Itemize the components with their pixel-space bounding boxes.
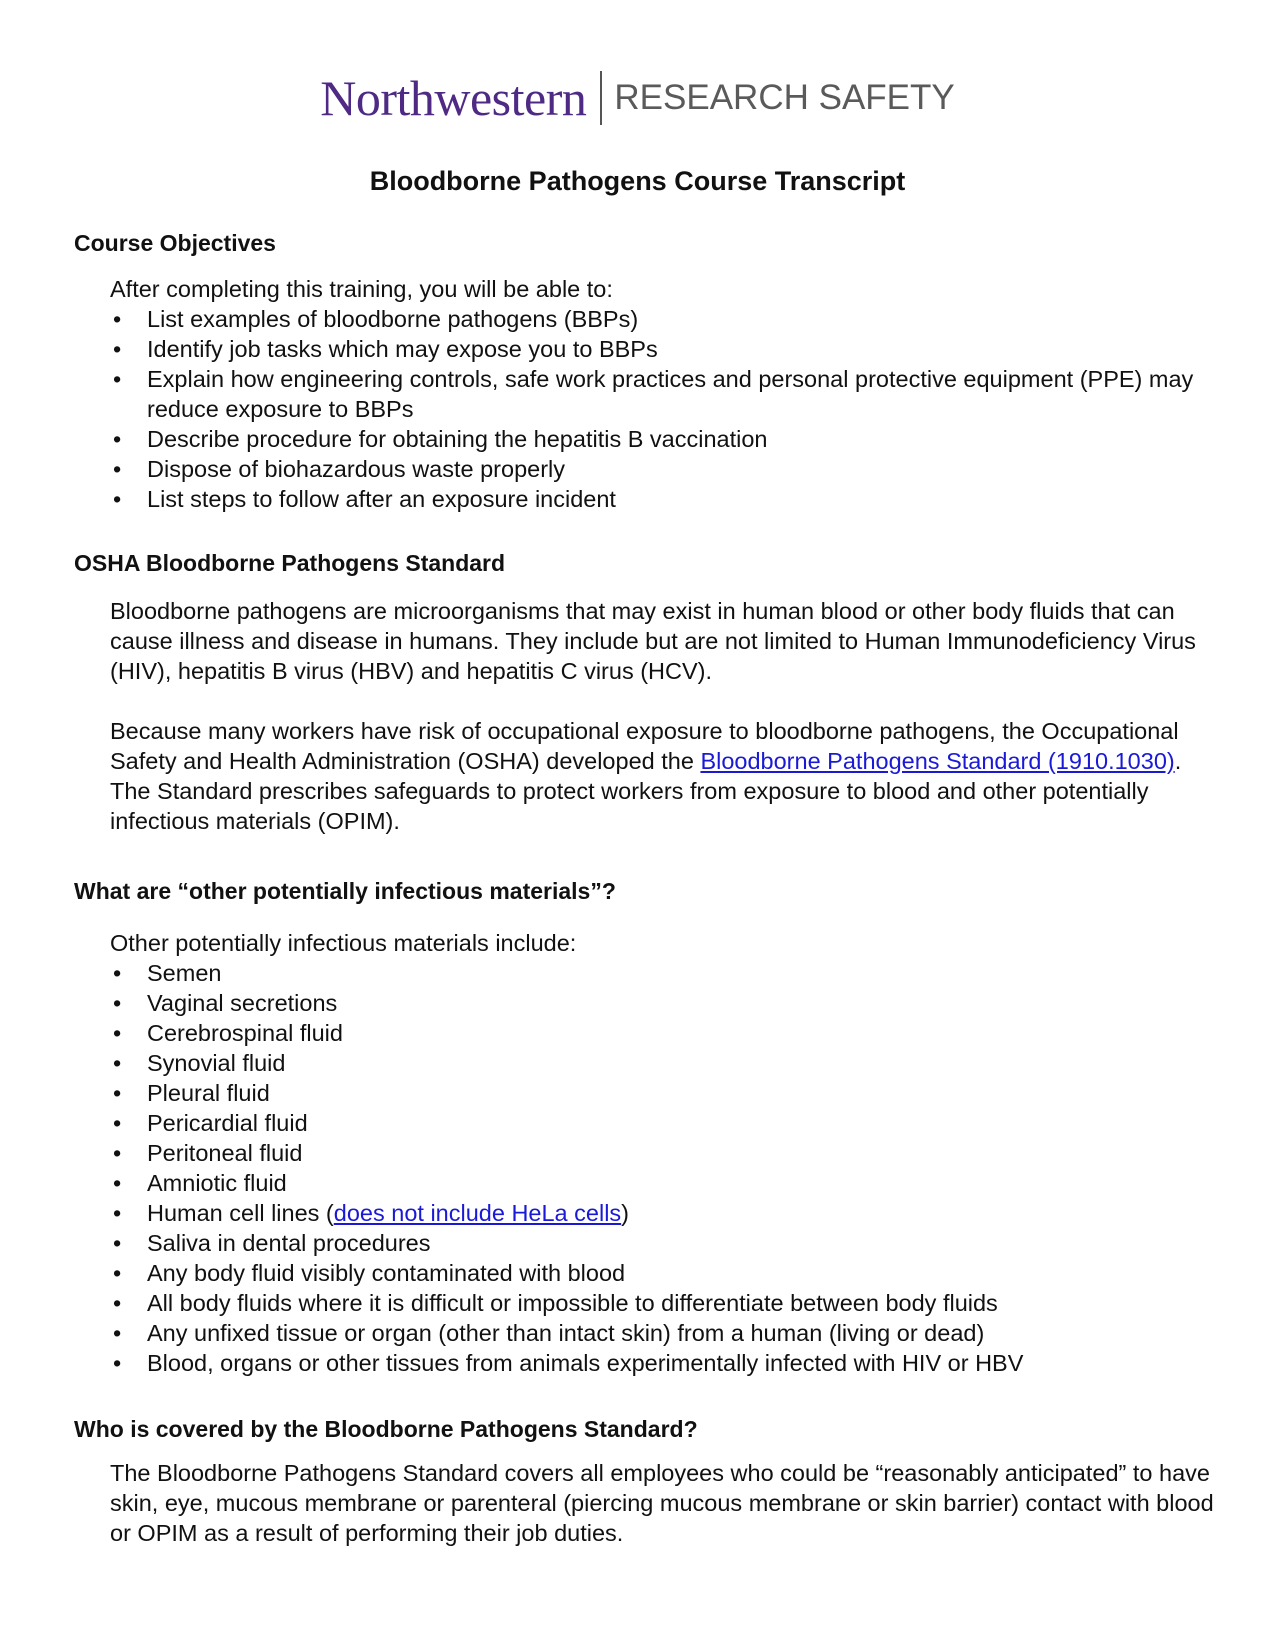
list-item: • Blood, organs or other tissues from animals experimentally infected with HIV or HBV xyxy=(110,1348,1214,1378)
list-item: • Vaginal secretions xyxy=(110,988,1214,1018)
osha-paragraph-1: Bloodborne pathogens are microorganisms that may exist in human blood or other body fluids that can cause illness and disease in humans. They include but are not limited to Human Immunodeficiency Virus (HIV), hepatitis B virus (HBV) and hepatitis C virus (HCV). xyxy=(110,598,1196,684)
list-item: • Peritoneal fluid xyxy=(110,1138,1214,1168)
list-item: • Any body fluid visibly contaminated with blood xyxy=(110,1258,1214,1288)
section-heading-objectives: Course Objectives xyxy=(74,230,276,256)
list-item: • Describe procedure for obtaining the hepatitis B vaccination xyxy=(110,424,1214,454)
opim-intro: Other potentially infectious materials include: xyxy=(110,930,577,956)
list-item: • Dispose of biohazardous waste properly xyxy=(110,454,1214,484)
list-item: • Synovial fluid xyxy=(110,1048,1214,1078)
hela-close: ) xyxy=(621,1200,629,1226)
opim-section xyxy=(110,928,1214,1378)
list-item: • Pleural fluid xyxy=(110,1078,1214,1108)
research-safety-label: RESEARCH SAFETY xyxy=(614,78,955,117)
section-heading-opim: What are “other potentially infectious materials”? xyxy=(74,878,616,904)
objectives-intro: After completing this training, you will be able to: xyxy=(110,276,613,302)
bloodborne-standard-link[interactable]: Bloodborne Pathogens Standard (1910.1030) xyxy=(700,748,1175,774)
osha-section xyxy=(110,596,1214,836)
document-title: Bloodborne Pathogens Course Transcript xyxy=(369,166,906,196)
hela-text: Human cell lines ( xyxy=(147,1200,334,1226)
list-item: • List steps to follow after an exposure incident xyxy=(110,484,1214,514)
osha-paragraph-2 xyxy=(110,716,1214,836)
objectives-list xyxy=(110,304,1214,514)
list-item: • Saliva in dental procedures xyxy=(110,1228,1214,1258)
objectives-section xyxy=(110,274,1214,514)
northwestern-logo: Northwestern xyxy=(320,70,587,126)
list-item: • Any unfixed tissue or organ (other than intact skin) from a human (living or dead) xyxy=(110,1318,1214,1348)
list-item: • All body fluids where it is difficult or impossible to differentiate between body fluids xyxy=(110,1288,1214,1318)
osha-paragraph-2-text: Because many workers have risk of occupational exposure to bloodborne pathogens, the Occupational Safety and Health Administration (OSHA) developed the xyxy=(110,718,1179,774)
document-body xyxy=(74,228,1214,1548)
list-item: • Pericardial fluid xyxy=(110,1108,1214,1138)
osha-paragraph-2-tail: . The Standard prescribes safeguards to protect workers from exposure to blood and other potentially infectious materials (OPIM). xyxy=(110,748,1182,834)
hela-cells-link[interactable]: does not include HeLa cells xyxy=(333,1200,622,1226)
list-item: • Identify job tasks which may expose you to BBPs xyxy=(110,334,1214,364)
list-item: • List examples of bloodborne pathogens (BBPs) xyxy=(110,304,1214,334)
covered-section xyxy=(110,1458,1214,1548)
list-item: • Amniotic fluid xyxy=(110,1168,1214,1198)
section-heading-osha: OSHA Bloodborne Pathogens Standard xyxy=(74,550,506,576)
section-heading-covered: Who is covered by the Bloodborne Pathogens Standard? xyxy=(74,1416,698,1442)
covered-paragraph: The Bloodborne Pathogens Standard covers all employees who could be “reasonably anticipated” to have skin, eye, mucous membrane or parenteral (piercing mucous membrane or skin barrier) contact with blood or OPIM as a result of performing their job duties. xyxy=(110,1460,1214,1546)
list-item: • Cerebrospinal fluid xyxy=(110,1018,1214,1048)
list-item: • Semen xyxy=(110,958,1214,988)
list-item: • Explain how engineering controls, safe work practices and personal protective equipment (PPE) may reduce exposure to BBPs xyxy=(110,364,1214,424)
page-header xyxy=(0,70,1275,126)
logo-divider xyxy=(600,71,602,125)
opim-list xyxy=(110,958,1214,1378)
list-item-hela xyxy=(110,1198,1214,1228)
